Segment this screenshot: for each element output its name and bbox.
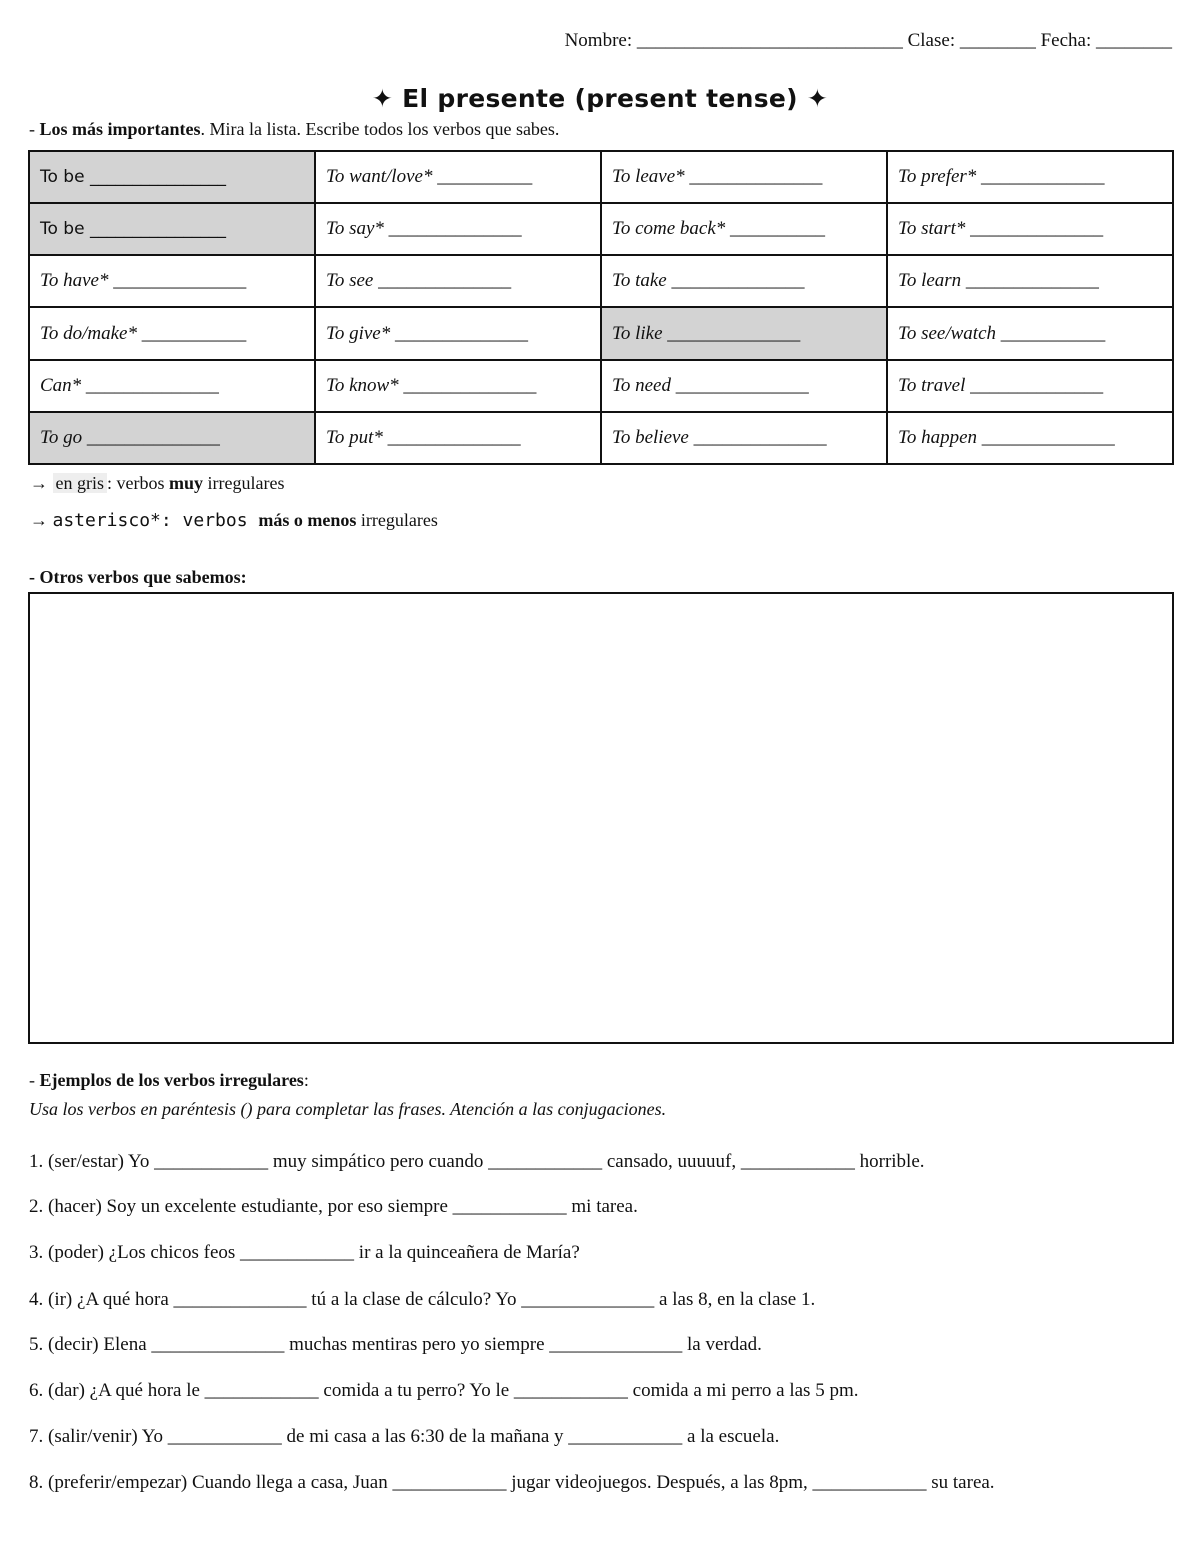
verb-cell[interactable]: To give* ______________: [315, 307, 601, 359]
legend-text: irregulares: [356, 510, 438, 530]
verb-row: [29, 412, 1173, 464]
exercise-sentence[interactable]: 1. (ser/estar) Yo ____________ muy simpático pero cuando ____________ cansado, uuuuuf, ____________ horrible.: [29, 1151, 925, 1172]
verb-cell[interactable]: To leave* ______________: [601, 151, 887, 203]
arrow-icon: →: [30, 510, 53, 530]
exercise-sentence[interactable]: 2. (hacer) Soy un excelente estudiante, por eso siempre ____________ mi tarea.: [29, 1196, 638, 1217]
verb-cell[interactable]: To like ______________: [601, 307, 887, 359]
verb-table: [28, 150, 1174, 465]
examples-colon: :: [303, 1070, 309, 1090]
exercise-sentence[interactable]: 5. (decir) Elena ______________ muchas mentiras pero yo siempre ______________ la verdad.: [29, 1334, 762, 1355]
verb-cell[interactable]: To travel ______________: [887, 360, 1173, 412]
verb-cell[interactable]: To have* ______________: [29, 255, 315, 307]
otros-verbos-box[interactable]: [28, 592, 1174, 1044]
intro-rest: . Mira la lista. Escribe todos los verbos que sabes.: [200, 119, 560, 139]
verb-cell[interactable]: To go ______________: [29, 412, 315, 464]
verb-cell[interactable]: To happen ______________: [887, 412, 1173, 464]
verb-cell[interactable]: To want/love* __________: [315, 151, 601, 203]
legend-text: irregulares: [203, 473, 285, 493]
exercise-sentence[interactable]: 4. (ir) ¿A qué hora ______________ tú a la clase de cálculo? Yo ______________ a las 8, en la clase 1.: [29, 1289, 816, 1310]
legend-mono: asterisco*: verbos: [52, 510, 259, 531]
legend-gray-highlight: en gris: [53, 473, 108, 493]
verb-cell[interactable]: To need ______________: [601, 360, 887, 412]
arrow-icon: →: [30, 473, 53, 493]
legend-gray: [30, 473, 284, 494]
exercise-sentence[interactable]: 3. (poder) ¿Los chicos feos ____________ ir a la quinceañera de María?: [29, 1242, 580, 1263]
examples-bold: Ejemplos de los verbos irregulares: [39, 1070, 304, 1090]
verb-cell[interactable]: To prefer* _____________: [887, 151, 1173, 203]
intro-prefix: -: [29, 119, 40, 139]
examples-prefix: -: [29, 1070, 40, 1090]
verb-cell[interactable]: To do/make* ___________: [29, 307, 315, 359]
verb-cell[interactable]: To start* ______________: [887, 203, 1173, 255]
verb-cell[interactable]: To learn ______________: [887, 255, 1173, 307]
page-title: ✦ El presente (present tense) ✦: [371, 84, 829, 113]
verb-cell[interactable]: To believe ______________: [601, 412, 887, 464]
verb-row: [29, 203, 1173, 255]
verb-cell[interactable]: To know* ______________: [315, 360, 601, 412]
verb-cell[interactable]: Can* ______________: [29, 360, 315, 412]
verb-cell[interactable]: To be ________________: [29, 151, 315, 203]
legend-text: : verbos: [107, 473, 169, 493]
exercise-sentence[interactable]: 6. (dar) ¿A qué hora le ____________ comida a tu perro? Yo le ____________ comida a mi perro a las 5 pm.: [29, 1380, 859, 1401]
verb-cell[interactable]: To say* ______________: [315, 203, 601, 255]
intro-bold: Los más importantes: [39, 119, 201, 139]
exercise-sentence[interactable]: 7. (salir/venir) Yo ____________ de mi casa a las 6:30 de la mañana y ____________ a la escuela.: [29, 1426, 780, 1447]
legend-bold: más o menos: [258, 510, 357, 530]
legend-asterisk: [30, 510, 438, 531]
examples-instructions: Usa los verbos en paréntesis () para completar las frases. Atención a las conjugaciones.: [29, 1099, 667, 1119]
verb-cell[interactable]: To see ______________: [315, 255, 601, 307]
verb-cell[interactable]: To come back* __________: [601, 203, 887, 255]
verb-cell[interactable]: To take ______________: [601, 255, 887, 307]
otros-verbos-label: - Otros verbos que sabemos:: [29, 567, 247, 587]
verb-list-intro: [29, 119, 559, 140]
verb-row: [29, 151, 1173, 203]
student-info-line: Nombre: ____________________________ Clase: ________ Fecha: ________: [564, 30, 1172, 51]
verb-row: [29, 307, 1173, 359]
exercise-sentence[interactable]: 8. (preferir/empezar) Cuando llega a casa, Juan ____________ jugar videojuegos. Después, a las 8pm, ____________ su tarea.: [29, 1472, 995, 1493]
verb-cell[interactable]: To be ________________: [29, 203, 315, 255]
legend-bold: muy: [169, 473, 204, 493]
verb-cell[interactable]: To see/watch ___________: [887, 307, 1173, 359]
verb-row: [29, 255, 1173, 307]
verb-row: [29, 360, 1173, 412]
verb-cell[interactable]: To put* ______________: [315, 412, 601, 464]
examples-heading: [29, 1070, 309, 1091]
